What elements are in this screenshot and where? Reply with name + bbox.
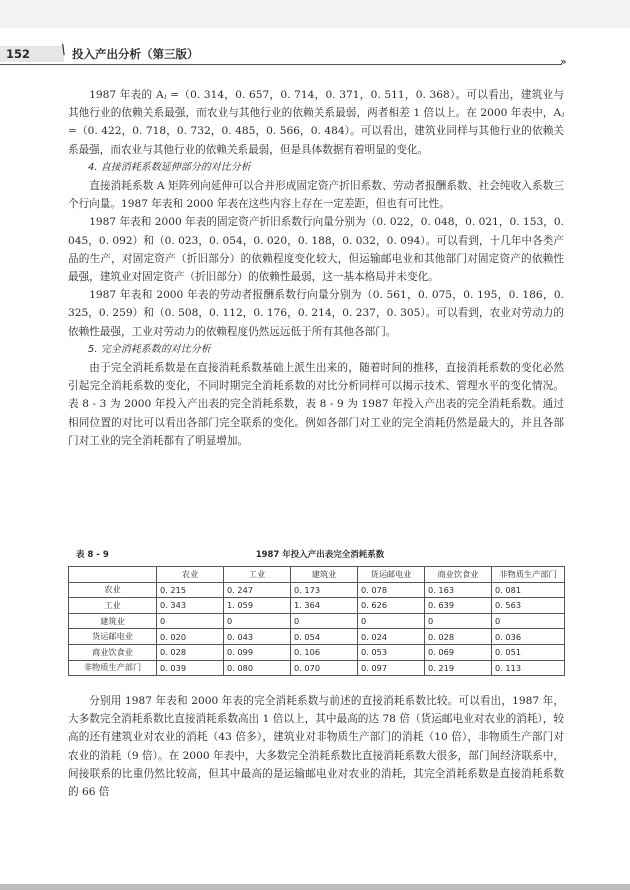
table-row xyxy=(69,660,565,676)
double-chevron-icon: » xyxy=(560,55,565,68)
table-header-cell: 农业 xyxy=(157,567,224,583)
header-slash-divider: \ xyxy=(59,42,68,58)
table-cell: 0. 563 xyxy=(492,598,565,614)
table-cell: 0. 081 xyxy=(492,582,565,598)
table-cell: 0 xyxy=(358,613,425,629)
table-cell: 0. 626 xyxy=(358,598,425,614)
page-header xyxy=(0,42,630,70)
table-cell: 0. 020 xyxy=(157,629,224,645)
table-cell: 0. 036 xyxy=(492,629,565,645)
table-cell: 0. 215 xyxy=(157,582,224,598)
table-cell: 0. 080 xyxy=(224,660,291,676)
table-header-cell xyxy=(69,567,157,583)
table-cell: 0. 039 xyxy=(157,660,224,676)
table-cell: 0. 070 xyxy=(291,660,358,676)
table-cell: 0. 163 xyxy=(425,582,492,598)
row-label: 建筑业 xyxy=(69,613,157,629)
table-cell: 0. 097 xyxy=(358,660,425,676)
table-cell: 0. 219 xyxy=(425,660,492,676)
section-heading: 4. 直接消耗系数延伸部分的对比分析 xyxy=(88,161,251,173)
table-row xyxy=(69,613,565,629)
table-header-cell: 非物质生产部门 xyxy=(492,567,565,583)
table-row xyxy=(69,598,565,614)
table-header-cell: 商业饮食业 xyxy=(425,567,492,583)
page-number: 152 xyxy=(0,46,64,62)
paragraph: 分别用 1987 年表和 2000 年表的完全消耗系数与前述的直接消耗系数比较。可以看出，1987 年，大多数完全消耗系数比直接消耗系数高出 1 倍以上，其中最高的达 78 倍（货运邮电业对农业的消耗），较高的还有建筑业对农业的消耗（43 倍多），建筑业对非物质生产部门的消耗（10 倍），非物质生产部门对农业的消耗（9 倍）。在 2000 年表中，大多数完全消耗系数比直接消耗系数大很多，部门间经济联系中，间接联系的比重仍然比较高，但其中最高的是运输邮电业对农业的消耗，其完全消耗系数是直接消耗系数的 66 倍 xyxy=(68,695,564,799)
paragraph: 由于完全消耗系数是在直接消耗系数基础上派生出来的，随着时间的推移，直接消耗系数的变化必然引起完全消耗系数的变化，不同时期完全消耗系数的对比分析同样可以揭示技术、管理水平的变化情况。表 8 - 3 为 2000 年投入产出表的完全消耗系数，表 8 - 9 为 1987 年投入产出表的完全消耗系数。通过相同位置的对比可以看出各部门完全联系的变化。例如各部门对工业的完全消耗仍然是最大的，并且各部门对工业的完全消耗都有了明显增加。 xyxy=(68,362,564,447)
table-cell: 1. 059 xyxy=(224,598,291,614)
row-label: 商业饮食业 xyxy=(69,644,157,660)
table-cell: 0 xyxy=(157,613,224,629)
table-cell: 0. 078 xyxy=(358,582,425,598)
table-cell: 0. 028 xyxy=(425,629,492,645)
section-heading: 5. 完全消耗系数的对比分析 xyxy=(88,343,211,355)
table-cell: 0. 113 xyxy=(492,660,565,676)
table-row xyxy=(69,582,565,598)
table-cell: 0. 343 xyxy=(157,598,224,614)
table-cell: 0. 053 xyxy=(358,644,425,660)
table-header-cell: 工业 xyxy=(224,567,291,583)
table-header-cell: 建筑业 xyxy=(291,567,358,583)
running-title: 投入产出分析（第三版） xyxy=(72,47,199,61)
body-text xyxy=(68,86,564,450)
table-cell: 0. 173 xyxy=(291,582,358,598)
body-text-continued xyxy=(68,692,564,801)
table-cell: 0. 054 xyxy=(291,629,358,645)
coefficient-table xyxy=(68,566,565,676)
table-cell: 0. 024 xyxy=(358,629,425,645)
table-cell: 0. 099 xyxy=(224,644,291,660)
paragraph: 1987 年表和 2000 年表的固定资产折旧系数行向量分别为（0. 022，0. 048，0. 021，0. 153，0. 045，0. 092）和（0. 023，0. 054，0. 020，0. 188，0. 032，0. 094）。可以看到，十几年中各类产品的生产，对固定资产（折旧部分）的依赖程度变化较大，但运输邮电业和其他部门对固定资产的依赖性最强，建筑业对固定资产（折旧部分）的依赖性最弱，这一基本格局并未变化。 xyxy=(68,216,564,284)
paragraph: 1987 年表和 2000 年表的劳动者报酬系数行向量分别为（0. 561，0. 075，0. 195，0. 186，0. 325，0. 259）和（0. 508，0. 112，0. 176，0. 214，0. 237，0. 305）。可以看到，农业对劳动力的依赖性最强，工业对劳动力的依赖程度仍然远远低于所有其他各部门。 xyxy=(68,289,564,338)
table-caption xyxy=(76,548,564,564)
bottom-margin xyxy=(0,884,630,890)
header-rule xyxy=(0,64,562,65)
table-cell: 0. 069 xyxy=(425,644,492,660)
table-cell: 1. 364 xyxy=(291,598,358,614)
paragraph: 直接消耗系数 A 矩阵列向延伸可以合并形成固定资产折旧系数、劳动者报酬系数、社会纯收入系数三个行向量。1987 年表和 2000 年表在这些内容上存在一定差距，但也有可比性。 xyxy=(68,180,564,211)
top-margin xyxy=(0,0,630,28)
table-header-row xyxy=(69,567,565,583)
table-cell: 0 xyxy=(291,613,358,629)
paragraph: 1987 年表的 Aⱼ =（0. 314，0. 657，0. 714，0. 371，0. 511，0. 368）。可以看出，建筑业与其他行业的依赖关系最强，而农业与其他行业的依赖关系最弱，两者相差 1 倍以上。在 2000 年表中，Aⱼ =（0. 422，0. 718，0. 732，0. 485，0. 566，0. 484）。可以看出，建筑业同样与其他行业的依赖关系最强，而农业与其他行业的依赖关系最弱，但是具体数据有着明显的变化。 xyxy=(68,89,564,156)
table-header-cell: 货运邮电业 xyxy=(358,567,425,583)
row-label: 工业 xyxy=(69,598,157,614)
table-row xyxy=(69,629,565,645)
table-row xyxy=(69,644,565,660)
table-cell: 0 xyxy=(492,613,565,629)
row-label: 货运邮电业 xyxy=(69,629,157,645)
table-cell: 0. 106 xyxy=(291,644,358,660)
table-title: 1987 年投入产出表完全消耗系数 xyxy=(255,550,385,560)
row-label: 农业 xyxy=(69,582,157,598)
row-label: 非物质生产部门 xyxy=(69,660,157,676)
table-cell: 0. 028 xyxy=(157,644,224,660)
table-cell: 0. 247 xyxy=(224,582,291,598)
table-cell: 0. 051 xyxy=(492,644,565,660)
table-number: 表 8 - 9 xyxy=(76,550,109,560)
table-cell: 0. 043 xyxy=(224,629,291,645)
table-cell: 0. 639 xyxy=(425,598,492,614)
table-cell: 0 xyxy=(425,613,492,629)
table-cell: 0 xyxy=(224,613,291,629)
